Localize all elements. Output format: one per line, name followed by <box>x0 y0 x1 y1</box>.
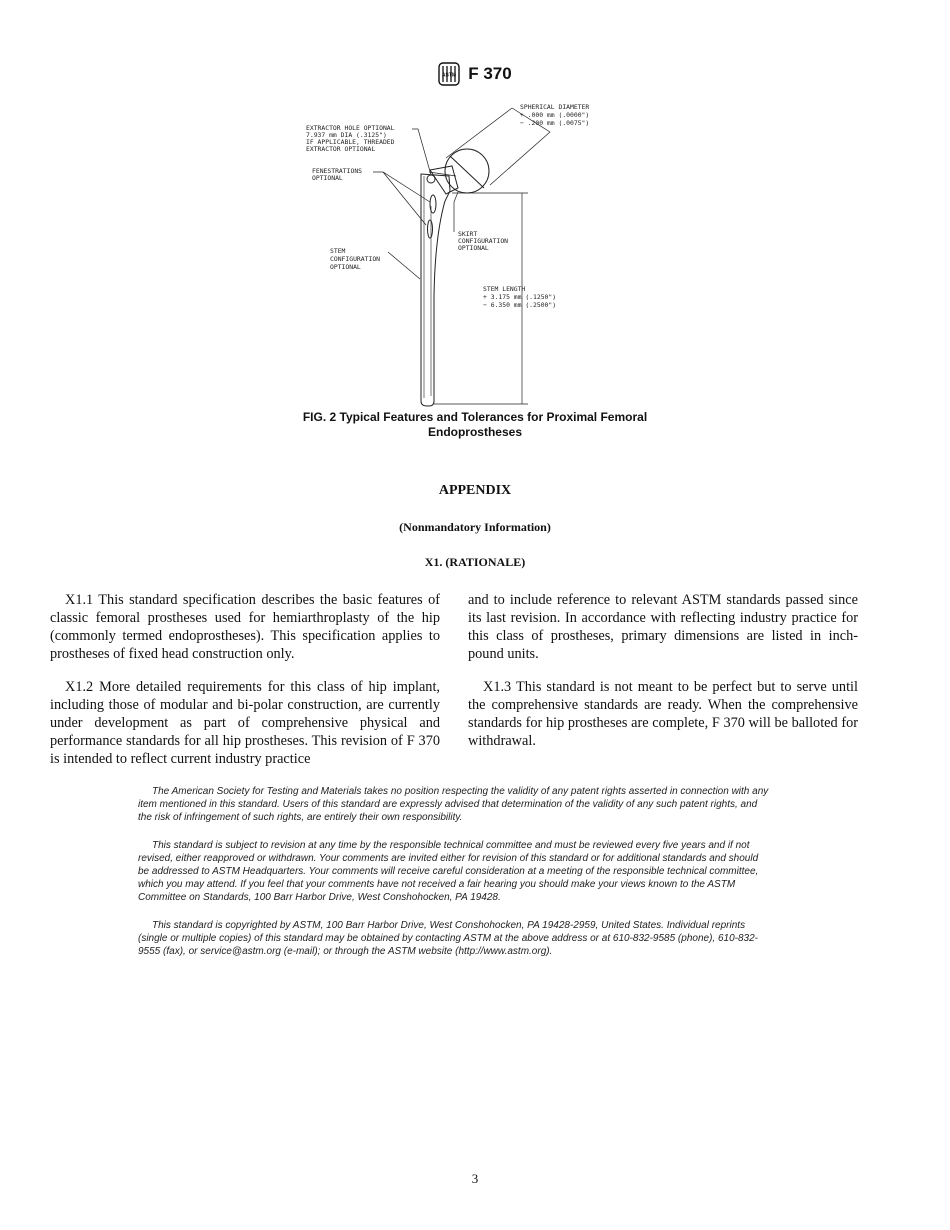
label-spherical-2: + .000 mm (.0000") <box>520 111 590 119</box>
figure-caption <box>250 410 700 440</box>
head-axis-line <box>450 156 484 188</box>
neck <box>430 166 458 194</box>
paragraph-x1-3: X1.3 This standard is not meant to be perfect but to serve until the comprehensive standards are ready. When the comprehensive standards for hip prostheses are complete, F 370 will be balloted for withdrawal. <box>468 679 858 749</box>
svg-text:+ .000 mm (.0000") <box>520 111 589 119</box>
svg-text:STEM <box>330 247 346 255</box>
paragraph-x1-1: X1.1 This standard specification describes the basic features of classic femoral prostheses used for hemiarthroplasty of the hip (commonly termed endoprostheses). This specification applies to prostheses of fixed head construction only. <box>50 592 440 662</box>
appendix-title: APPENDIX <box>438 483 512 498</box>
svg-text:OPTIONAL <box>312 174 343 182</box>
label-fenestrations-1: FENESTRATIONS <box>312 167 363 175</box>
label-skirt-3: OPTIONAL <box>458 244 489 252</box>
svg-text:CONFIGURATION <box>330 255 380 263</box>
svg-text:SPHERICAL DIAMETER <box>520 103 589 111</box>
svg-text:EXTRACTOR OPTIONAL <box>306 145 375 153</box>
label-stem-config-1: STEM <box>330 247 346 255</box>
extractor-leader <box>412 129 431 175</box>
section-heading: X1. (RATIONALE) <box>424 555 526 569</box>
page-number: 3 <box>471 1171 479 1186</box>
label-spherical-3: − .200 mm (.0075") <box>520 119 590 127</box>
svg-text:STEM LENGTH <box>483 285 525 293</box>
svg-text:− .200 mm (.0075") <box>520 119 589 127</box>
svg-text:+ 3.175 mm (.1250") <box>483 293 556 301</box>
label-extractor-2: 7.937 mm DIA (.3125") <box>306 131 387 139</box>
paragraph-x1-2-continued: and to include reference to relevant ASTM standards passed since its last revision. In accordance with reflecting industry practice for this class of prostheses, primary dimensions are listed in inch-pound units. <box>468 592 858 662</box>
svg-text:OPTIONAL <box>330 263 361 271</box>
fenestration-2 <box>428 220 433 238</box>
label-stem-length-1: STEM LENGTH <box>483 285 526 293</box>
stem-config-leader <box>388 252 420 279</box>
label-skirt-1: SKIRT <box>458 230 478 238</box>
patent-notice: The American Society for Testing and Materials takes no position respecting the validity of any patent rights asserted in connection with any item mentioned in this standard. Users of this standard are expressly advised that determination of the validity of any such patent rights, and the risk of infringement of such rights, are entirely their own responsibility. <box>138 786 769 823</box>
label-stem-config-3: OPTIONAL <box>330 263 361 271</box>
left-column <box>50 591 440 783</box>
paragraph-x1-2: X1.2 More detailed requirements for this class of hip implant, including those of modular and bi-polar construction, are currently under development as part of comprehensive physical and performance standards for all hip prostheses. This revision of F 370 is intended to reflect current industry practice <box>50 679 440 767</box>
sphere-dim-line-2 <box>490 132 550 185</box>
page-header <box>0 62 950 91</box>
label-skirt-2: CONFIGURATION <box>458 237 509 245</box>
caption-line-1: FIG. 2 Typical Features and Tolerances for Proximal Femoral <box>302 410 648 424</box>
label-extractor-4: EXTRACTOR OPTIONAL <box>306 145 376 153</box>
svg-text:OPTIONAL <box>458 244 489 252</box>
label-stem-config-2: CONFIGURATION <box>330 255 381 263</box>
astm-logo-icon <box>438 62 460 86</box>
fenestration-1 <box>430 195 436 213</box>
caption-line-2: Endoprostheses <box>427 425 523 439</box>
copyright-notice: This standard is copyrighted by ASTM, 100 Barr Harbor Drive, West Conshohocken, PA 19428-2959, United States. Individual reprints (single or multiple copies) of this standard may be obtained by contacting ASTM at the above address or at 610-832-9585 (phone), 610-832-9555 (fax), or service@astm.org (e-mail); or through the ASTM website (http://www.astm.org). <box>138 920 758 957</box>
logo-text: ASTM <box>442 72 457 79</box>
label-spherical-1: SPHERICAL DIAMETER <box>520 103 590 111</box>
label-stem-length-2: + 3.175 mm (.1250") <box>483 293 557 301</box>
right-column <box>468 591 858 765</box>
label-stem-length-3: − 6.350 mm (.2500") <box>483 301 557 309</box>
skirt-leader <box>454 192 458 232</box>
label-extractor-1: EXTRACTOR HOLE OPTIONAL <box>306 124 395 132</box>
label-fenestrations-2: OPTIONAL <box>312 174 343 182</box>
revision-notice: This standard is subject to revision at any time by the responsible technical committee and must be reviewed every five years and if not revised, either reapproved or withdrawn. Your comments are invited either for revision of this standard or for additional standards and should be addressed to ASTM Headquarters. Your comments will receive careful consideration at a meeting of the responsible technical committee, which you may attend. If you feel that your comments have not received a fair hearing you should make your views known to the ASTM Committee on Standards, 100 Barr Harbor Drive, West Conshohocken, PA 19428. <box>138 840 759 903</box>
label-extractor-3: IF APPLICABLE, THREADED <box>306 138 395 146</box>
appendix-subtitle: (Nonmandatory Information) <box>399 520 551 534</box>
svg-text:− 6.350 mm (.2500") <box>483 301 556 309</box>
prosthesis-figure <box>300 96 620 408</box>
figure-labels <box>306 103 589 309</box>
footer-notices <box>138 785 772 973</box>
designation: F 370 <box>468 64 512 83</box>
sphere-dim-line-1 <box>446 108 512 158</box>
extractor-hole <box>427 175 435 183</box>
